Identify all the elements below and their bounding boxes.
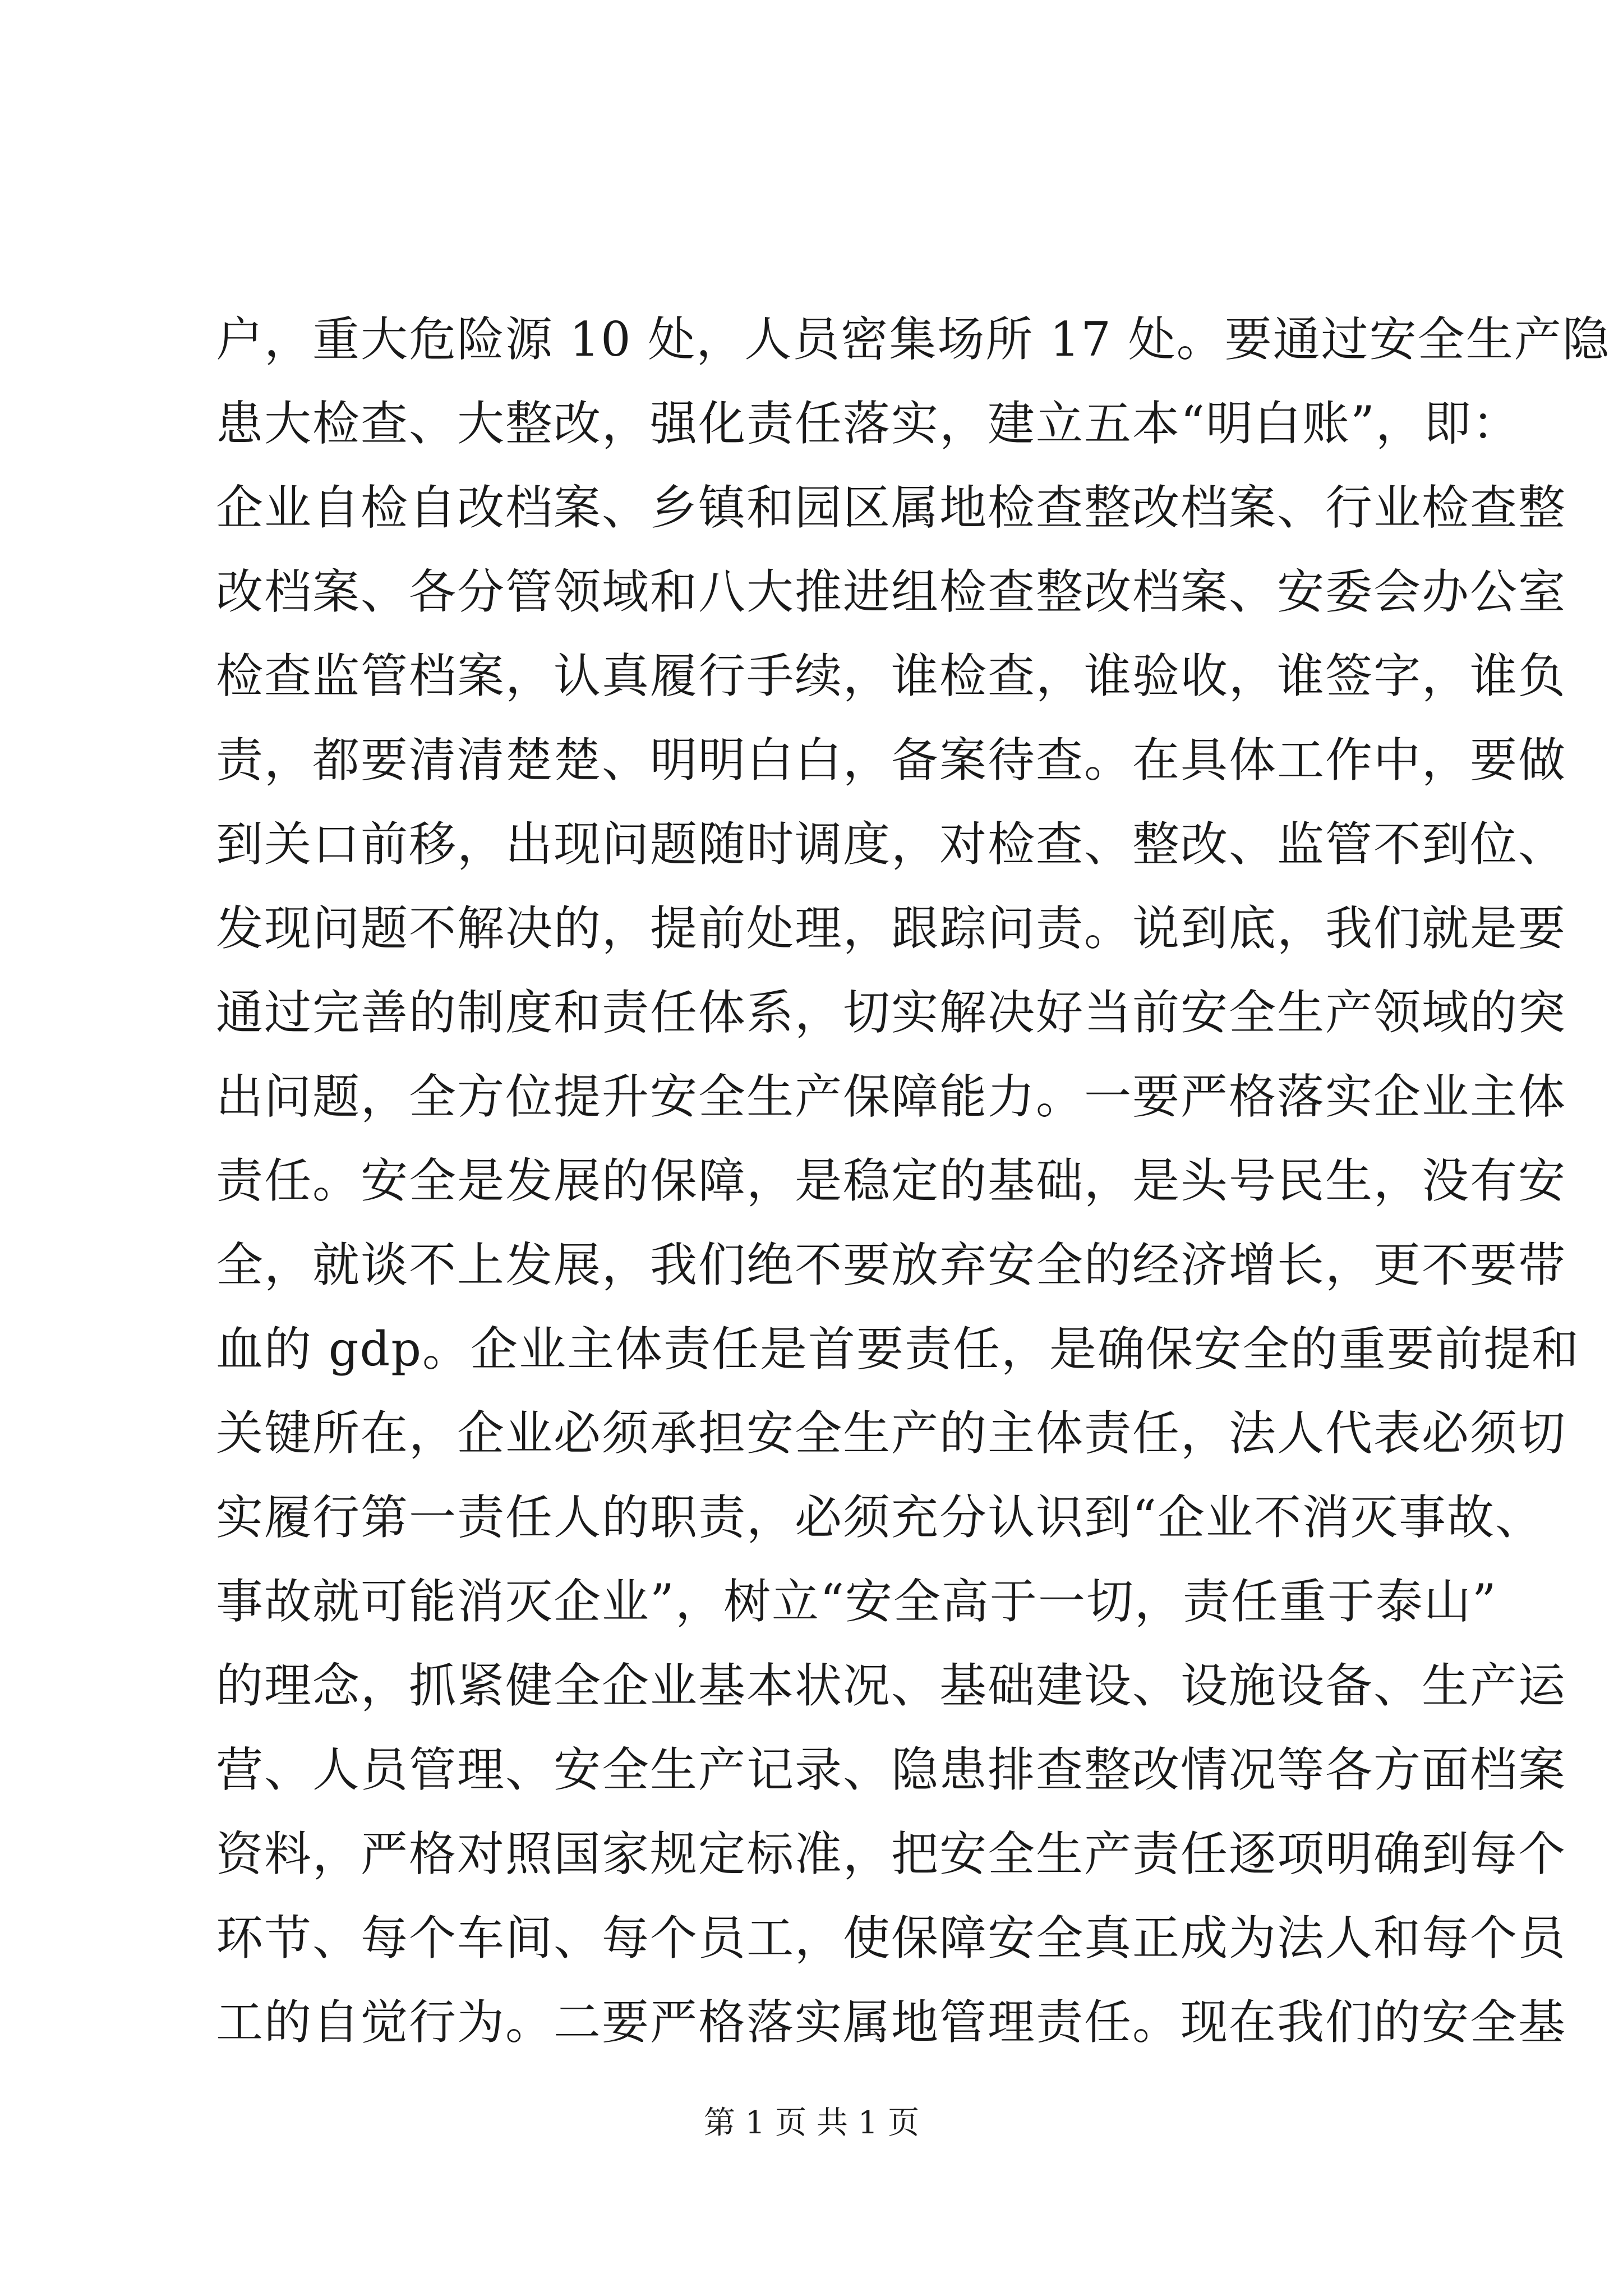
text-line: 发现问题不解决的，提前处理，跟踪问责。说到底，我们就是要	[216, 901, 1567, 956]
text-line: 事故就可能消灭企业”，树立“安全高于一切，责任重于泰山”	[216, 1574, 1497, 1629]
text-line: 工的自觉行为。二要严格落实属地管理责任。现在我们的安全基	[216, 1995, 1567, 2050]
text-line: 患大检查、大整改，强化责任落实，建立五本“明白账”，即：	[216, 396, 1520, 451]
text-line: 的理念，抓紧健全企业基本状况、基础建设、设施设备、生产运	[216, 1658, 1567, 1713]
text-line: 环节、每个车间、每个员工，使保障安全真正成为法人和每个员	[216, 1911, 1567, 1966]
text-line: 检查监管档案，认真履行手续，谁检查，谁验收，谁签字，谁负	[216, 648, 1567, 703]
page-number-footer: 第 1 页 共 1 页	[703, 2105, 920, 2141]
text-line: 改档案、各分管领域和八大推进组检查整改档案、安委会办公室	[216, 564, 1567, 619]
text-line: 资料，严格对照国家规定标准，把安全生产责任逐项明确到每个	[216, 1826, 1567, 1881]
text-line: 出问题，全方位提升安全生产保障能力。一要严格落实企业主体	[216, 1069, 1567, 1124]
text-line: 企业自检自改档案、乡镇和园区属地检查整改档案、行业检查整	[216, 480, 1567, 535]
text-line: 到关口前移，出现问题随时调度，对检查、整改、监管不到位、	[216, 817, 1567, 872]
text-line: 关键所在，企业必须承担安全生产的主体责任，法人代表必须切	[216, 1406, 1567, 1461]
text-line: 全，就谈不上发展，我们绝不要放弃安全的经济增长，更不要带	[216, 1237, 1567, 1292]
text-line: 营、人员管理、安全生产记录、隐患排查整改情况等各方面档案	[216, 1742, 1567, 1797]
body-paragraph	[216, 297, 1611, 2064]
text-line: 户，重大危险源 10 处，人员密集场所 17 处。要通过安全生产隐	[216, 312, 1611, 367]
text-line: 责任。安全是发展的保障，是稳定的基础，是头号民生，没有安	[216, 1153, 1567, 1208]
text-line: 实履行第一责任人的职责，必须充分认识到“企业不消灭事故、	[216, 1490, 1543, 1545]
text-line: 血的 gdp。企业主体责任是首要责任，是确保安全的重要前提和	[216, 1322, 1580, 1377]
text-line: 责，都要清清楚楚、明明白白，备案待查。在具体工作中，要做	[216, 733, 1567, 788]
text-line: 通过完善的制度和责任体系，切实解决好当前安全生产领域的突	[216, 985, 1567, 1040]
